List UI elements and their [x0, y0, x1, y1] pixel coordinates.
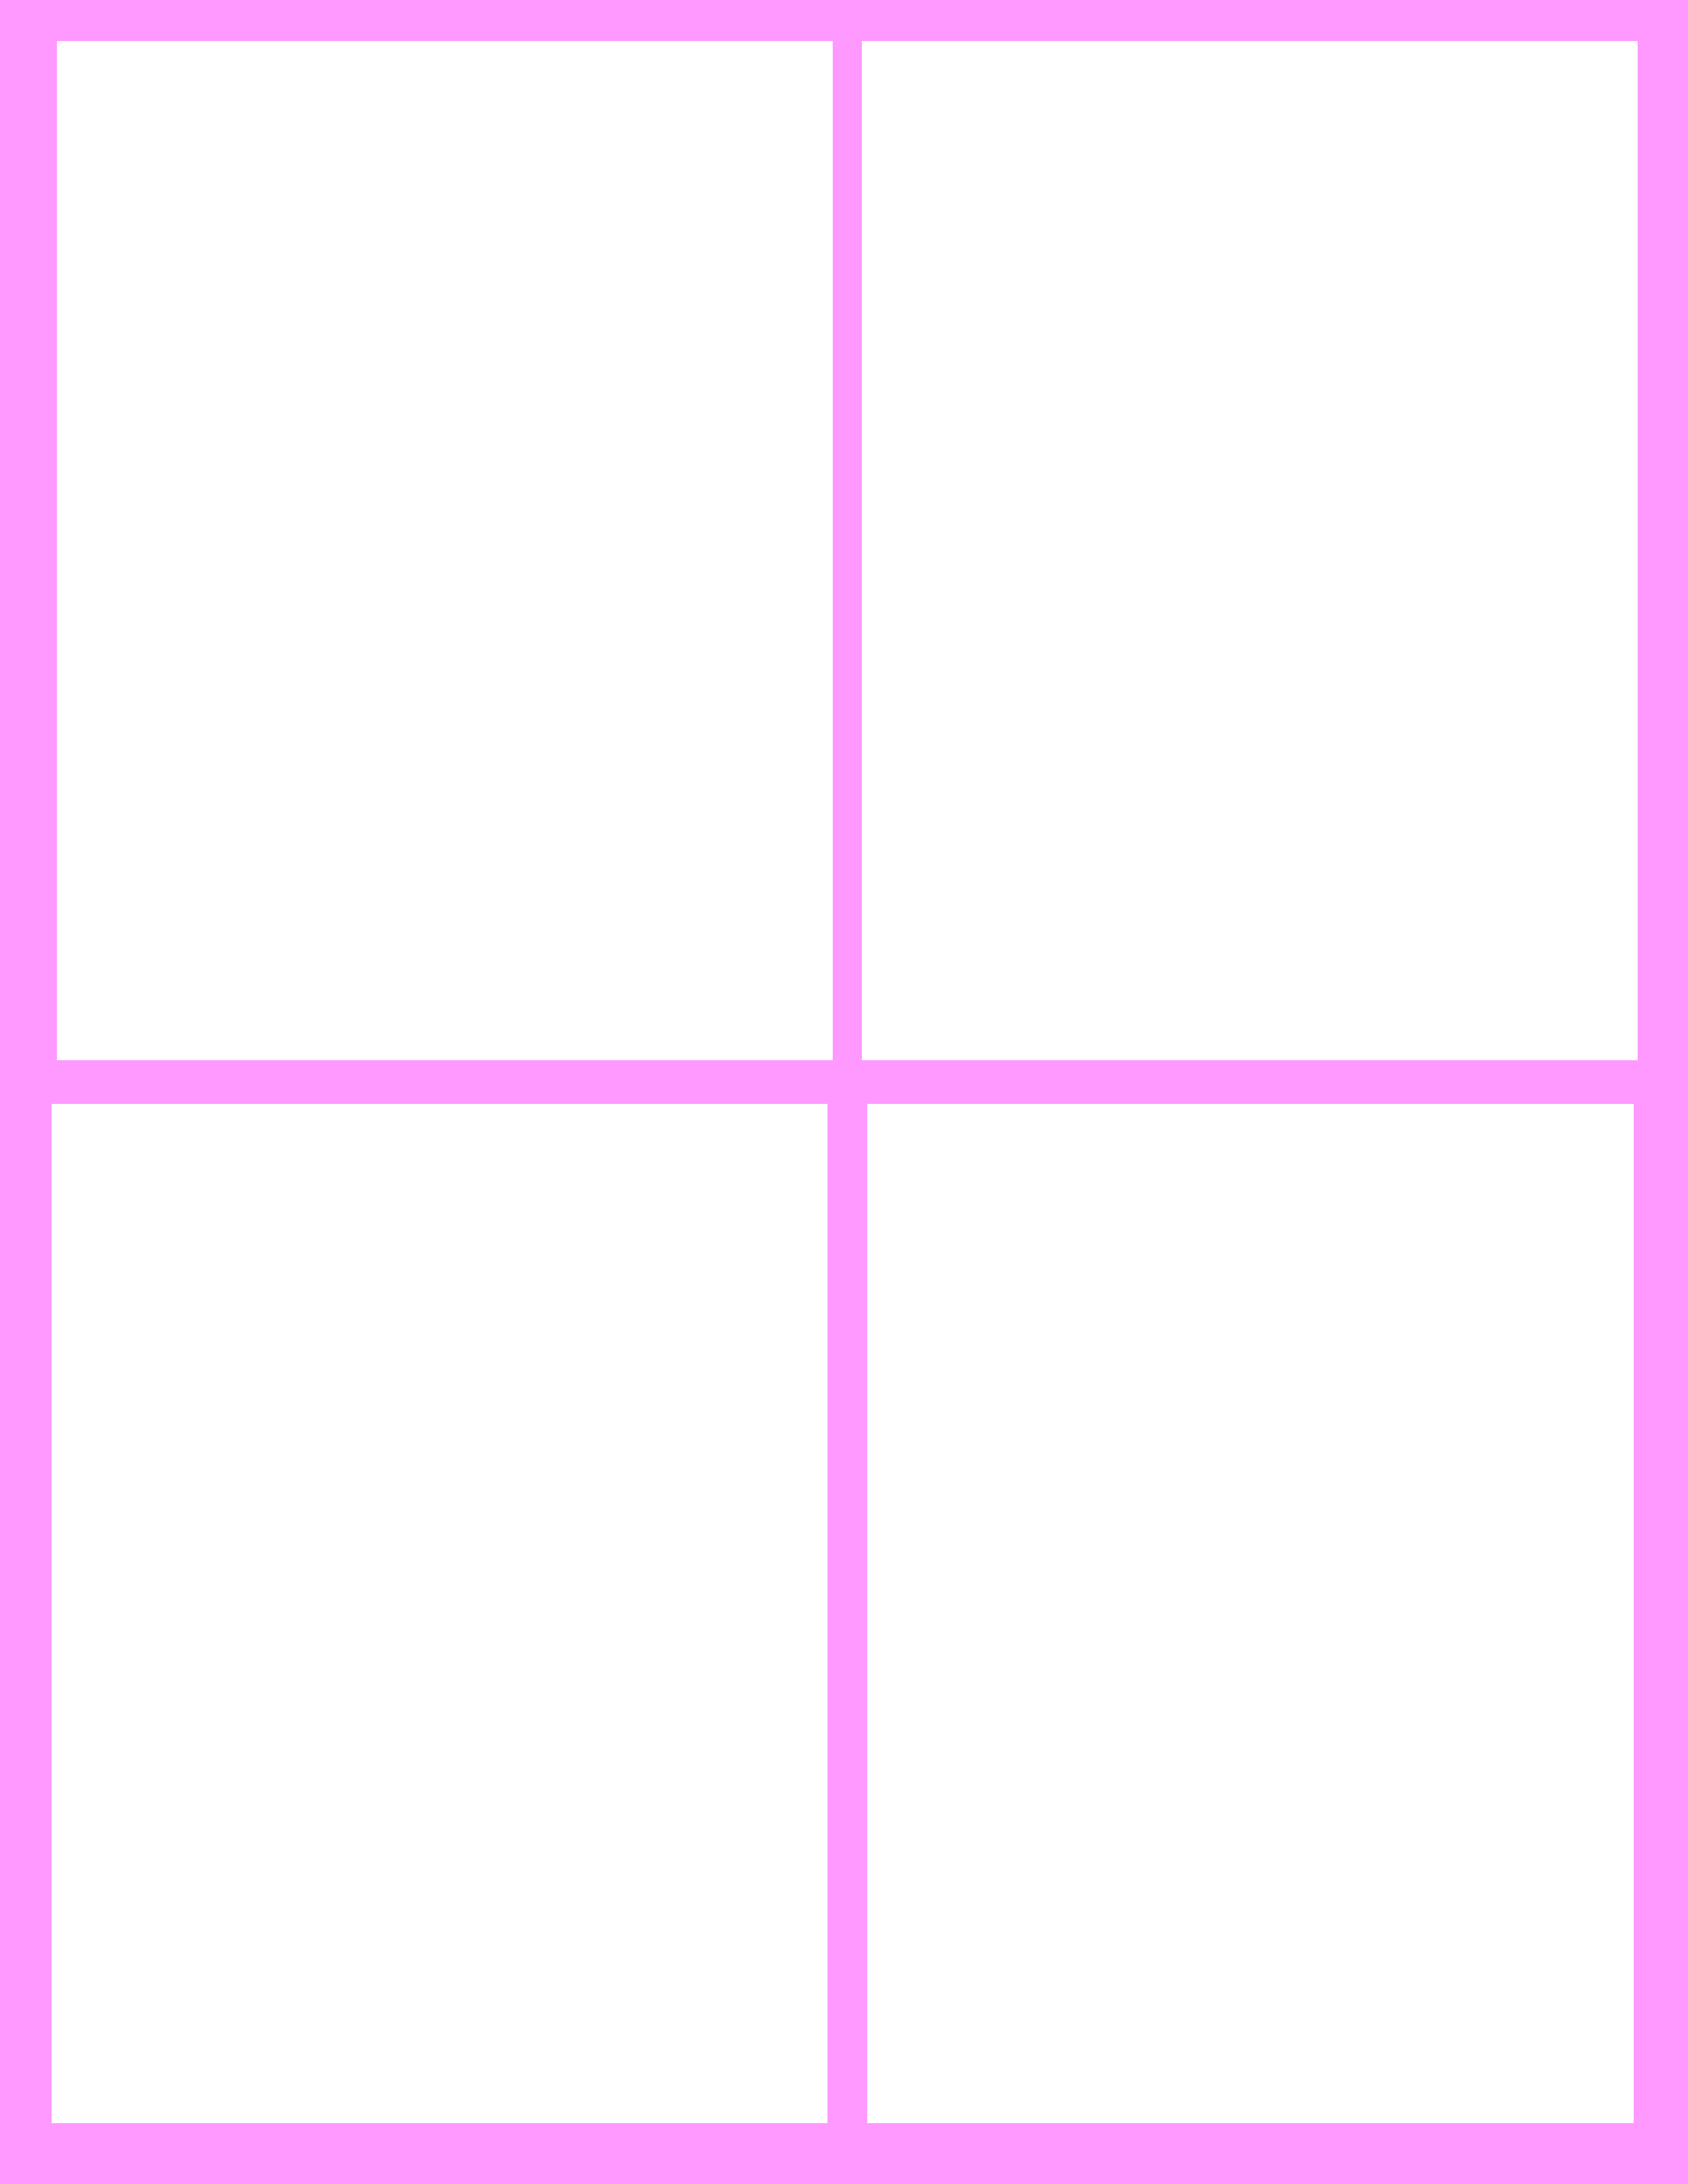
coordinate-plane-blank	[867, 1104, 1634, 2123]
coordinate-plane-outline	[862, 41, 1638, 1060]
blank-grid-page	[867, 1104, 1634, 2123]
coordinate-list-table	[52, 1104, 827, 2123]
coordinate-plane-colored	[57, 41, 833, 1060]
colored-picture-page	[57, 41, 833, 1060]
directions-page	[52, 1104, 827, 2123]
outline-picture-page	[862, 41, 1638, 1060]
